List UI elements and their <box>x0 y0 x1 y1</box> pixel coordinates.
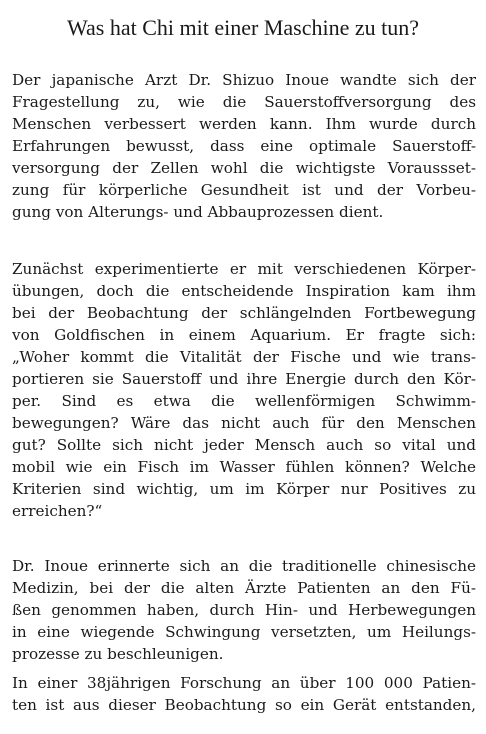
text-line: Dr. Inoue erinnerte sich an die traditionelle chinesische <box>12 557 476 575</box>
text-line: Fragestellung zu, wie die Sauerstoffversorgung des <box>12 93 476 111</box>
text-line: Der japanische Arzt Dr. Shizuo Inoue wandte sich der <box>12 71 476 89</box>
paragraph-4 <box>12 672 476 716</box>
text-line: versorgung der Zellen wohl die wichtigste Voraussset- <box>12 159 476 177</box>
text-line: Medizin, bei der die alten Ärzte Patienten an den Fü- <box>12 579 476 597</box>
text-line: bewegungen? Wäre das nicht auch für den Menschen <box>12 414 476 432</box>
text-line: portieren sie Sauerstoff und ihre Energie durch den Kör- <box>12 370 476 388</box>
text-line: mobil wie ein Fisch im Wasser fühlen können? Welche <box>12 458 476 476</box>
paragraph-2 <box>12 258 476 522</box>
text-line: bei der Beobachtung der schlängelnden Fortbewegung <box>12 304 476 322</box>
text-line: ßen genommen haben, durch Hin- und Herbewegungen <box>12 601 476 619</box>
text-line: von Goldfischen in einem Aquarium. Er fragte sich: <box>12 326 476 344</box>
text-line: erreichen?“ <box>12 502 103 520</box>
text-line: in eine wiegende Schwingung versetzten, um Heilungs- <box>12 623 476 641</box>
text-line: Zunächst experimentierte er mit verschiedenen Körper- <box>12 260 476 278</box>
text-line: gung von Alterungs- und Abbauprozessen dient. <box>12 203 384 221</box>
paragraph-3 <box>12 555 476 665</box>
text-line: zung für körperliche Gesundheit ist und der Vorbeu- <box>12 181 476 199</box>
paragraph-1 <box>12 69 476 223</box>
text-line: prozesse zu beschleunigen. <box>12 645 224 663</box>
text-line: Erfahrungen bewusst, dass eine optimale Sauerstoff- <box>12 137 476 155</box>
text-line: „Woher kommt die Vitalität der Fische und wie trans- <box>12 348 476 366</box>
text-line: Kriterien sind wichtig, um im Körper nur Positives zu <box>12 480 476 498</box>
text-line: gut? Sollte sich nicht jeder Mensch auch so vital und <box>12 436 476 454</box>
text-line: Menschen verbessert werden kann. Ihm wurde durch <box>12 115 476 133</box>
text-line: übungen, doch die entscheidende Inspiration kam ihm <box>12 282 476 300</box>
text-line: In einer 38jährigen Forschung an über 100 000 Patien- <box>12 674 476 692</box>
text-line: ten ist aus dieser Beobachtung so ein Gerät entstanden, <box>12 696 476 714</box>
page-title: Was hat Chi mit einer Maschine zu tun? <box>67 15 419 40</box>
text-line: per. Sind es etwa die wellenförmigen Schwimm- <box>12 392 476 410</box>
